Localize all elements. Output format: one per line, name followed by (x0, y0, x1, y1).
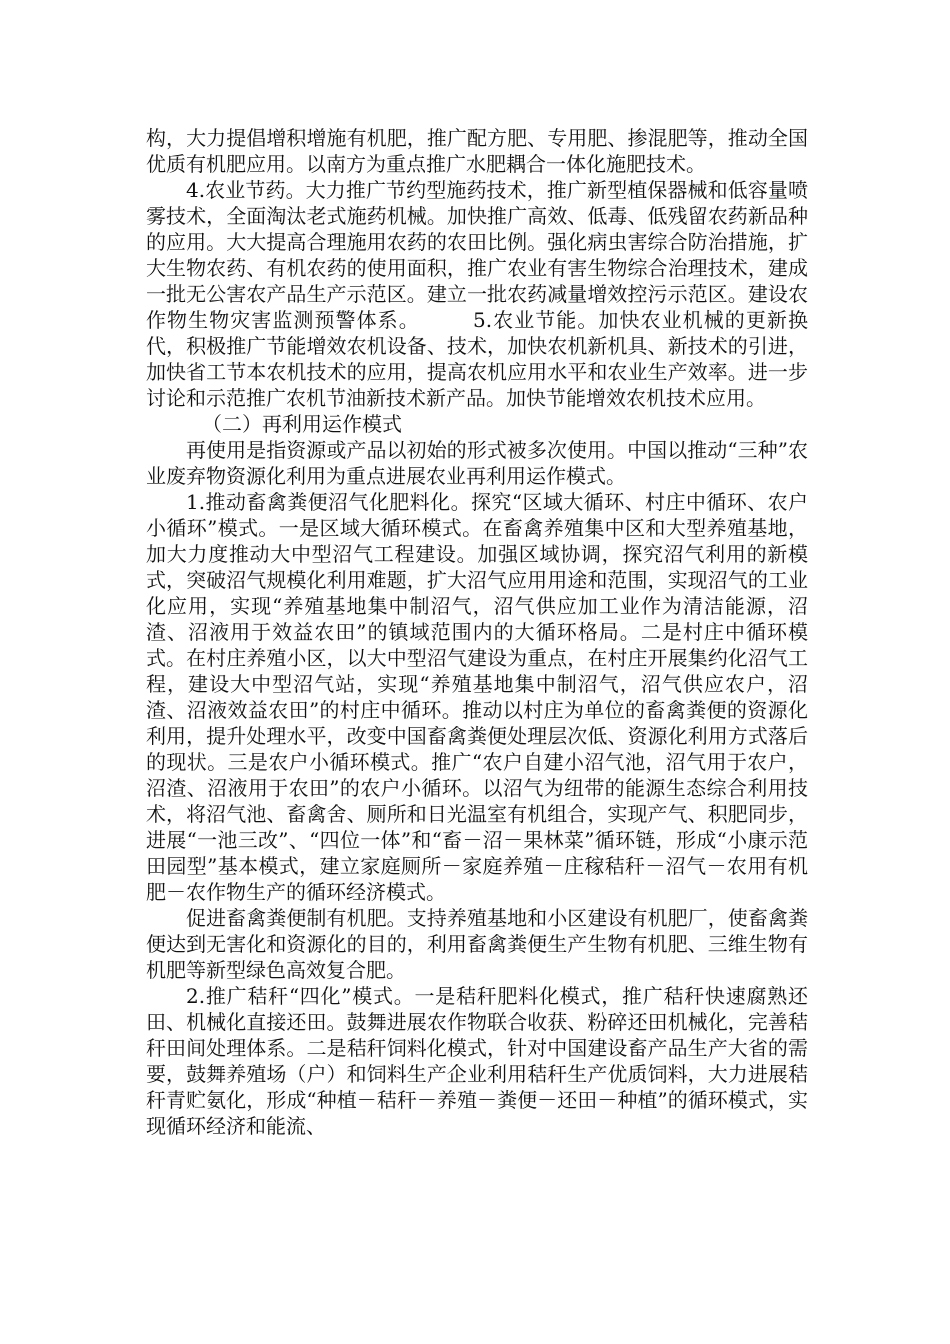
paragraph-2: 4.农业节药。大力推广节约型施药技术，推广新型植保器械和低容量喷雾技术，全面淘汰老式施药机械。加快推广高效、低毒、低残留农药新品种的应用。大大提高合理施用农药的农田比例。强化病虫害综合防治措施，扩大生物农药、有机农药的使用面积，推广农业有害生物综合治理技术，建成一批无公害农产品生产示范区。建立一批农药减量增效控污示范区。建设农作物生物灾害监测预警体系。 5.农业节能。加快农业机械的更新换代，积极推广节能增效农机设备、技术，加快农机新机具、新技术的引进，加快省工节本农机技术的应用，提高农机应用水平和农业生产效率。进一步讨论和示范推广农机节油新技术新产品。加快节能增效农机技术应用。 (146, 178, 808, 410)
paragraph-6: 2.推广秸秆“四化”模式。一是秸秆肥料化模式，推广秸秆快速腐熟还田、机械化直接还田。鼓舞进展农作物联合收获、粉碎还田机械化，完善秸秆田间处理体系。二是秸秆饲料化模式，针对中国建设畜产品生产大省的需要，鼓舞养殖场（户）和饲料生产企业利用秸秆生产优质饲料，大力进展秸秆青贮氨化，形成“种植－秸秆－养殖－粪便－还田－种植”的循环模式，实现循环经济和能流、 (146, 984, 808, 1138)
paragraph-4: 1.推动畜禽粪便沼气化肥料化。探究“区域大循环、村庄中循环、农户小循环”模式。一是区域大循环模式。在畜禽养殖集中区和大型养殖基地，加大力度推动大中型沼气工程建设。加强区域协调，探究沼气利用的新模式，突破沼气规模化利用难题，扩大沼气应用用途和范围，实现沼气的工业化应用，实现“养殖基地集中制沼气，沼气供应加工业作为清洁能源，沼渣、沼液用于效益农田”的镇域范围内的大循环格局。二是村庄中循环模式。在村庄养殖小区，以大中型沼气建设为重点，在村庄开展集约化沼气工程，建设大中型沼气站，实现“养殖基地集中制沼气，沼气供应农户，沼渣、沼液效益农田”的村庄中循环。推动以村庄为单位的畜禽粪便的资源化利用，提升处理水平，改变中国畜禽粪便处理层次低、资源化利用方式落后的现状。三是农户小循环模式。推广“农户自建小沼气池，沼气用于农户，沼渣、沼液用于农田”的农户小循环。以沼气为纽带的能源生态综合利用技术，将沼气池、畜禽舍、厕所和日光温室有机组合，实现产气、积肥同步，进展“一池三改”、“四位一体”和“畜－沼－果林菜”循环链，形成“小康示范田园型”基本模式，建立家庭厕所－家庭养殖－庄稼秸秆－沼气－农用有机肥－农作物生产的循环经济模式。 (146, 490, 808, 904)
paragraph-1: 构，大力提倡增积增施有机肥，推广配方肥、专用肥、掺混肥等，推动全国优质有机肥应用。以南方为重点推广水肥耦合一体化施肥技术。 (146, 126, 808, 176)
section-heading: （二）再利用运作模式 (202, 412, 402, 436)
paragraph-5: 促进畜禽粪便制有机肥。支持养殖基地和小区建设有机肥厂，使畜禽粪便达到无害化和资源化的目的，利用畜禽粪便生产生物有机肥、三维生物有机肥等新型绿色高效复合肥。 (146, 906, 808, 982)
document-page (146, 125, 808, 1139)
paragraph-3: 再使用是指资源或产品以初始的形式被多次使用。中国以推动“三种”农业废弃物资源化利用为重点进展农业再利用运作模式。 (146, 438, 808, 488)
